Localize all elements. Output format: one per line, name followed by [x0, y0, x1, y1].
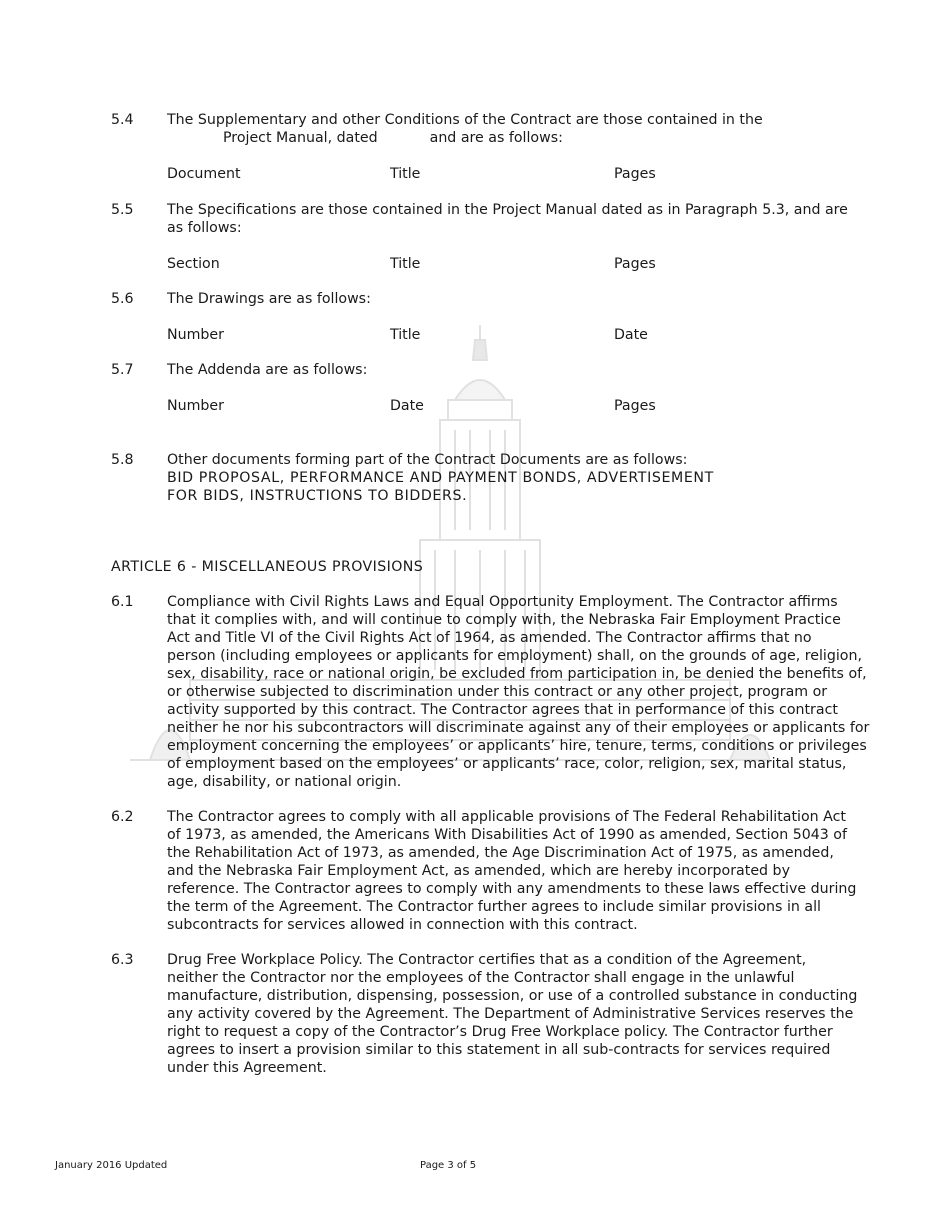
paragraph-5-8 [167, 451, 847, 505]
paragraph-line: FOR BIDS, INSTRUCTIONS TO BIDDERS. [167, 488, 468, 504]
column-header: Document [167, 166, 241, 182]
paragraph-5-7 [167, 361, 847, 379]
footer-date: January 2016 Updated [55, 1160, 168, 1171]
paragraph-line: The Addenda are as follows: [167, 362, 368, 378]
paragraph-number: 5.6 [111, 291, 134, 307]
paragraph-line: The Drawings are as follows: [167, 291, 371, 307]
paragraph-6-1 [167, 593, 870, 791]
column-header: Title [390, 256, 421, 272]
paragraph-line: of employment based on the employees’ or applicants’ race, color, religion, sex, marital status, [167, 756, 847, 772]
paragraph-6-3 [167, 951, 858, 1077]
paragraph-line: and the Nebraska Fair Employment Act, as amended, which are hereby incorporated by [167, 863, 790, 879]
column-header: Title [390, 327, 421, 343]
paragraph-line: employment concerning the employees’ or applicants’ hire, tenure, terms, conditions or privileges [167, 738, 867, 754]
paragraph-line: any activity covered by the Agreement. The Department of Administrative Services reserves the [167, 1006, 854, 1022]
paragraph-line: of 1973, as amended, the Americans With Disabilities Act of 1990 as amended, Section 5043 of [167, 827, 847, 843]
paragraph-line: Compliance with Civil Rights Laws and Equal Opportunity Employment. The Contractor affirms [167, 594, 838, 610]
paragraph-line: that it complies with, and will continue to comply with, the Nebraska Fair Employment Practice [167, 612, 841, 628]
paragraph-line: the Rehabilitation Act of 1973, as amended, the Age Discrimination Act of 1975, as amended, [167, 845, 834, 861]
column-header: Pages [614, 166, 656, 182]
paragraph-line: manufacture, distribution, dispensing, possession, or use of a controlled substance in conducting [167, 988, 858, 1004]
paragraph-number: 5.8 [111, 452, 134, 468]
paragraph-line: agrees to insert a provision similar to this statement in all sub-contracts for services required [167, 1042, 831, 1058]
column-header: Number [167, 327, 224, 343]
page-number: Page 3 of 5 [420, 1160, 477, 1171]
paragraph-line: right to request a copy of the Contractor’s Drug Free Workplace policy. The Contractor further [167, 1024, 833, 1040]
article-heading: ARTICLE 6 - MISCELLANEOUS PROVISIONS [111, 559, 424, 575]
paragraph-number: 5.7 [111, 362, 134, 378]
paragraph-line: The Specifications are those contained in the Project Manual dated as in Paragraph 5.3, and are [167, 202, 848, 218]
column-header: Date [390, 398, 424, 414]
column-header: Number [167, 398, 224, 414]
paragraph-line: The Supplementary and other Conditions of the Contract are those contained in the [167, 112, 763, 128]
column-header: Section [167, 256, 220, 272]
column-header: Pages [614, 256, 656, 272]
column-header: Pages [614, 398, 656, 414]
paragraph-line: Project Manual, dated [223, 130, 378, 146]
paragraph-line: neither the Contractor nor the employees of the Contractor shall engage in the unlawful [167, 970, 795, 986]
paragraph-line: subcontracts for services allowed in connection with this contract. [167, 917, 638, 933]
paragraph-5-6 [167, 290, 847, 308]
column-header: Title [390, 166, 421, 182]
paragraph-line: neither he nor his subcontractors will discriminate against any of their employees or applicants for [167, 720, 870, 736]
paragraph-line: age, disability, or national origin. [167, 774, 402, 790]
paragraph-line: Other documents forming part of the Contract Documents are as follows: [167, 452, 688, 468]
paragraph-5-5 [167, 201, 847, 237]
paragraph-line: sex, disability, race or national origin, be excluded from participation in, be denied the benefits of, [167, 666, 867, 682]
paragraph-line: and are as follows: [429, 130, 563, 146]
paragraph-line: BID PROPOSAL, PERFORMANCE AND PAYMENT BONDS, ADVERTISEMENT [167, 470, 714, 486]
paragraph-line: or otherwise subjected to discrimination under this contract or any other project, program or [167, 684, 828, 700]
paragraph-number: 6.2 [111, 809, 134, 825]
paragraph-line: reference. The Contractor agrees to comply with any amendments to these laws effective during [167, 881, 857, 897]
paragraph-line: person (including employees or applicants for employment) shall, on the grounds of age, religion, [167, 648, 862, 664]
paragraph-line: as follows: [167, 220, 242, 236]
paragraph-6-2 [167, 808, 857, 934]
paragraph-line: Drug Free Workplace Policy. The Contractor certifies that as a condition of the Agreement, [167, 952, 807, 968]
paragraph-number: 5.4 [111, 112, 134, 128]
paragraph-number: 5.5 [111, 202, 134, 218]
paragraph-number: 6.1 [111, 594, 134, 610]
paragraph-line: The Contractor agrees to comply with all applicable provisions of The Federal Rehabilitation Act [167, 809, 846, 825]
paragraph-line: Act and Title VI of the Civil Rights Act of 1964, as amended. The Contractor affirms that no [167, 630, 812, 646]
paragraph-line: activity supported by this contract. The Contractor agrees that in performance of this contract [167, 702, 838, 718]
paragraph-5-4 [167, 111, 847, 147]
paragraph-number: 6.3 [111, 952, 134, 968]
paragraph-line: the term of the Agreement. The Contractor further agrees to include similar provisions in all [167, 899, 821, 915]
column-header: Date [614, 327, 648, 343]
paragraph-line: under this Agreement. [167, 1060, 327, 1076]
